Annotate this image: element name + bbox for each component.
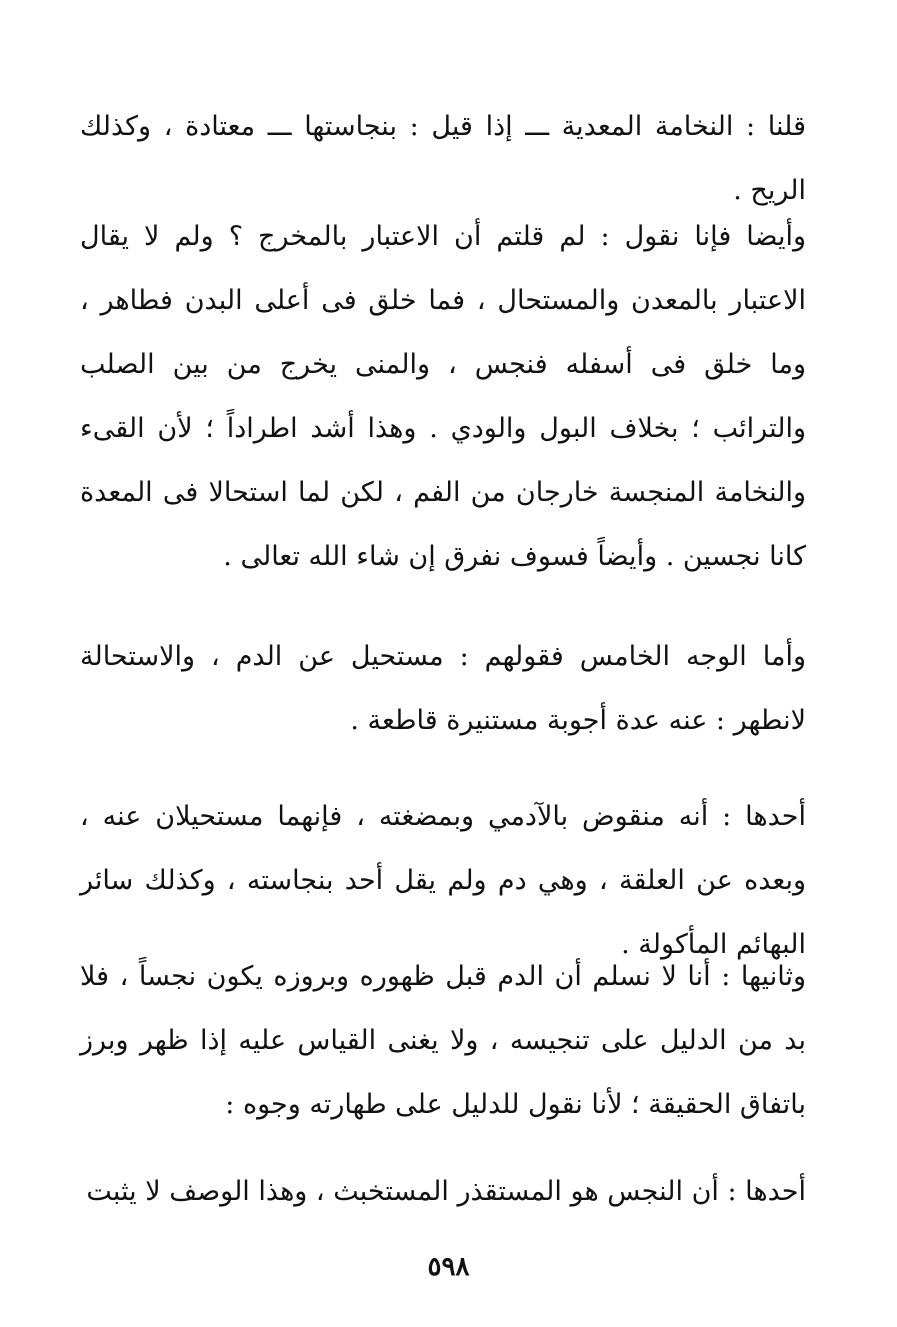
paragraph-text: وأما الوجه الخامس فقولهم : مستحيل عن الدم ، والاستحالة لانطهر : عنه عدة أجوبة مستنيرة قاطعة . xyxy=(80,641,806,736)
paragraph-1 xyxy=(80,95,806,223)
paragraph-text: وثانيها : أنا لا نسلم أن الدم قبل ظهوره وبروزه يكون نجساً ، فلا بد من الدليل على تنجيسه ، ولا يغنى القياس عليه إذا ظهر وبرز باتفاق الحقيقة ؛ لأنا نقول للدليل على طهارته وجوه : xyxy=(80,961,806,1120)
page-number: ٥٩٨ xyxy=(427,1252,470,1282)
paragraph-6 xyxy=(80,1160,806,1224)
paragraph-5 xyxy=(80,945,806,1137)
paragraph-text: قلنا : النخامة المعدية ـــ إذا قيل : بنجاستها ـــ معتادة ، وكذلك الريح . xyxy=(80,111,806,206)
paragraph-text: أحدها : أن النجس هو المستقذر المستخبث ، وهذا الوصف لا يثبت xyxy=(86,1176,806,1207)
paragraph-3 xyxy=(80,625,806,753)
paragraph-2 xyxy=(80,205,806,589)
paragraph-text: أحدها : أنه منقوض بالآدمي وبمضغته ، فإنهما مستحيلان عنه ، وبعده عن العلقة ، وهي دم ولم يقل أحد بنجاسته ، وكذلك سائر البهائم المأكولة . xyxy=(80,801,806,960)
paragraph-text: وأيضا فإنا نقول : لم قلتم أن الاعتبار بالمخرج ؟ ولم لا يقال الاعتبار بالمعدن والمستحال ، فما خلق فى أعلى البدن فطاهر ، وما خلق فى أسفله فنجس ، والمنى يخرج من بين الصلب والترائب ؛ بخلاف البول والودي . وهذا أشد اطراداً ؛ لأن القىء والنخامة المنجسة خارجان من الفم ، لكن لما استحالا فى المعدة كانا نجسين . وأيضاً فسوف نفرق إن شاء الله تعالى . xyxy=(80,221,806,572)
